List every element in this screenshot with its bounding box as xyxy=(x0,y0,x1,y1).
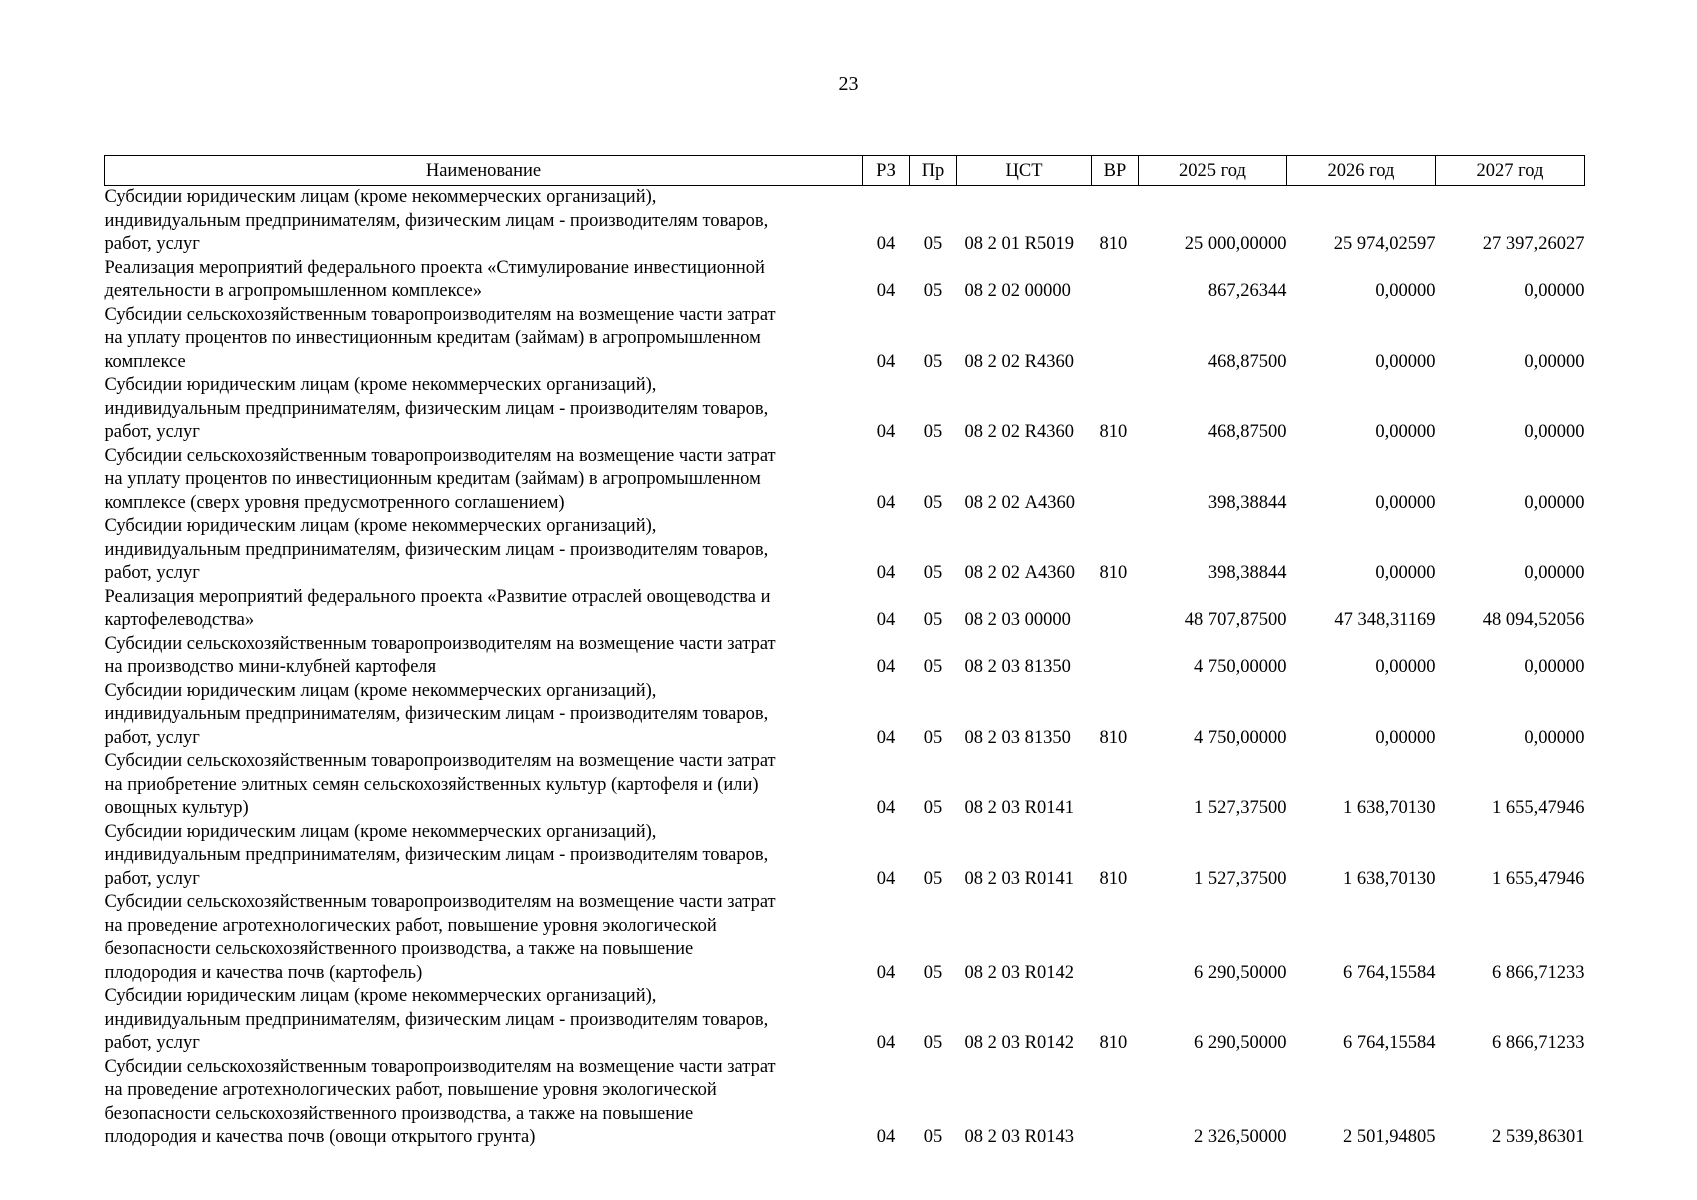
row-value-2025: 4 750,00000 xyxy=(1194,727,1287,748)
row-rz: 04 xyxy=(876,798,896,818)
row-name xyxy=(105,680,863,751)
row-cst: 08 2 03 R0142 xyxy=(964,1033,1074,1053)
row-name-line: безопасности сельскохозяйственного производства, а также на повышение xyxy=(104,939,694,959)
row-name-line: на производство мини-клубней картофеля xyxy=(104,657,437,677)
table-row xyxy=(105,445,1585,516)
row-name-line: Реализация мероприятий федерального проекта «Развитие отраслей овощеводства и xyxy=(104,586,771,607)
row-name xyxy=(105,1056,863,1150)
header-2025: 2025 год xyxy=(1139,156,1287,186)
row-pr: 05 xyxy=(923,657,943,677)
row-value-2025: 6 290,50000 xyxy=(1194,962,1287,983)
table-row xyxy=(105,1056,1585,1150)
row-name-line: комплексе (сверх уровня предусмотренного соглашением) xyxy=(104,492,565,513)
row-value-2027: 0,00000 xyxy=(1524,563,1585,583)
row-name-line: Субсидии юридическим лицам (кроме некоммерческих организаций), xyxy=(104,680,657,701)
row-pr: 05 xyxy=(923,868,943,889)
row-value-2026: 47 348,31169 xyxy=(1334,610,1436,630)
row-value-2027: 1 655,47946 xyxy=(1492,868,1585,889)
row-vr xyxy=(1092,445,1139,516)
row-name-line: работ, услуг xyxy=(104,234,200,254)
row-cst: 08 2 02 00000 xyxy=(964,281,1071,301)
header-2026: 2026 год xyxy=(1287,156,1436,186)
row-value-2026: 0,00000 xyxy=(1375,422,1436,442)
row-pr: 05 xyxy=(923,422,943,442)
row-vr xyxy=(1092,891,1139,985)
row-name-line: Субсидии юридическим лицам (кроме некоммерческих организаций), xyxy=(104,821,657,842)
table-row xyxy=(105,186,1585,257)
row-pr: 05 xyxy=(923,727,943,748)
row-cst: 08 2 02 R4360 xyxy=(964,351,1074,372)
row-value-2027: 1 655,47946 xyxy=(1492,798,1585,818)
row-value-2027: 0,00000 xyxy=(1524,657,1585,677)
row-rz: 04 xyxy=(876,1127,896,1147)
row-name-line: работ, услуг xyxy=(104,563,200,583)
row-name-line: Субсидии юридическим лицам (кроме некоммерческих организаций), xyxy=(104,986,657,1006)
row-rz: 04 xyxy=(876,962,896,983)
row-vr: 810 xyxy=(1099,422,1128,442)
page-number: 23 xyxy=(838,73,859,95)
row-value-2025: 25 000,00000 xyxy=(1184,234,1287,254)
row-value-2027: 48 094,52056 xyxy=(1482,610,1585,630)
row-value-2027: 0,00000 xyxy=(1524,492,1585,513)
row-pr: 05 xyxy=(923,281,943,301)
row-name xyxy=(105,821,863,892)
row-value-2027: 27 397,26027 xyxy=(1482,234,1585,254)
row-value-2025: 48 707,87500 xyxy=(1184,610,1287,630)
row-cst: 08 2 01 R5019 xyxy=(964,234,1074,254)
row-name-line: Субсидии сельскохозяйственным товаропроизводителям на возмещение части затрат xyxy=(104,633,776,654)
table-row xyxy=(105,633,1585,680)
row-value-2026: 2 501,94805 xyxy=(1343,1127,1436,1147)
row-rz: 04 xyxy=(876,657,896,677)
row-value-2026: 0,00000 xyxy=(1375,281,1436,301)
row-vr: 810 xyxy=(1099,868,1128,889)
row-rz: 04 xyxy=(876,610,896,630)
row-value-2027: 0,00000 xyxy=(1524,351,1585,372)
row-name-line: Субсидии юридическим лицам (кроме некоммерческих организаций), xyxy=(104,516,657,536)
row-name xyxy=(105,891,863,985)
row-name-line: Субсидии юридическим лицам (кроме некоммерческих организаций), xyxy=(104,375,657,395)
row-pr: 05 xyxy=(923,962,943,983)
row-pr: 05 xyxy=(923,492,943,513)
row-name xyxy=(105,586,863,633)
row-value-2025: 398,38844 xyxy=(1207,492,1287,513)
table-row xyxy=(105,374,1585,445)
row-name-line: на уплату процентов по инвестиционным кредитам (займам) в агропромышленном xyxy=(104,328,761,348)
row-vr: 810 xyxy=(1099,563,1128,583)
table-row xyxy=(105,750,1585,821)
row-pr: 05 xyxy=(923,351,943,372)
row-name-line: работ, услуг xyxy=(104,1033,200,1053)
row-value-2025: 867,26344 xyxy=(1207,281,1287,301)
row-name-line: деятельности в агропромышленном комплексе» xyxy=(104,281,483,301)
row-name-line: плодородия и качества почв (картофель) xyxy=(104,962,423,983)
row-name-line: на приобретение элитных семян сельскохозяйственных культур (картофеля и (или) xyxy=(104,774,759,795)
row-value-2026: 6 764,15584 xyxy=(1343,1033,1436,1053)
row-cst: 08 2 03 00000 xyxy=(964,610,1071,630)
row-vr: 810 xyxy=(1099,727,1128,748)
row-value-2026: 0,00000 xyxy=(1375,657,1436,677)
row-name xyxy=(105,186,863,257)
table-body xyxy=(105,186,1585,1150)
row-value-2025: 1 527,37500 xyxy=(1194,798,1287,818)
row-value-2027: 6 866,71233 xyxy=(1492,1033,1585,1053)
row-cst: 08 2 02 R4360 xyxy=(964,422,1074,442)
row-rz: 04 xyxy=(876,234,896,254)
row-name-line: индивидуальным предпринимателям, физическим лицам - производителям товаров, xyxy=(104,1009,769,1030)
row-value-2027: 0,00000 xyxy=(1524,422,1585,442)
row-cst: 08 2 03 81350 xyxy=(964,657,1071,677)
budget-table xyxy=(104,155,1585,1150)
row-name xyxy=(105,515,863,586)
row-name-line: овощных культур) xyxy=(104,798,249,818)
table-row xyxy=(105,586,1585,633)
table-row xyxy=(105,515,1585,586)
row-cst: 08 2 03 R0143 xyxy=(964,1127,1074,1147)
row-name-line: Субсидии юридическим лицам (кроме некоммерческих организаций), xyxy=(104,187,657,207)
row-name-line: индивидуальным предпринимателям, физическим лицам - производителям товаров, xyxy=(104,210,769,231)
row-name xyxy=(105,633,863,680)
header-pr: Пр xyxy=(910,156,957,186)
row-vr: 810 xyxy=(1099,234,1128,254)
row-name-line: работ, услуг xyxy=(104,727,200,748)
row-value-2027: 0,00000 xyxy=(1524,727,1585,748)
row-name-line: Субсидии сельскохозяйственным товаропроизводителям на возмещение части затрат xyxy=(104,445,776,466)
row-vr xyxy=(1092,304,1139,375)
row-cst: 08 2 03 81350 xyxy=(964,727,1071,748)
row-name xyxy=(105,374,863,445)
row-value-2027: 2 539,86301 xyxy=(1492,1127,1585,1147)
row-cst: 08 2 03 R0141 xyxy=(964,868,1074,889)
header-name: Наименование xyxy=(105,156,863,186)
header-vr: ВР xyxy=(1092,156,1139,186)
row-value-2026: 0,00000 xyxy=(1375,727,1436,748)
table-row xyxy=(105,304,1585,375)
row-pr: 05 xyxy=(923,234,943,254)
row-name-line: индивидуальным предпринимателям, физическим лицам - производителям товаров, xyxy=(104,845,769,865)
row-cst: 08 2 03 R0142 xyxy=(964,962,1074,983)
row-name-line: Реализация мероприятий федерального проекта «Стимулирование инвестиционной xyxy=(104,257,765,278)
row-name-line: комплексе xyxy=(104,351,186,372)
row-value-2026: 1 638,70130 xyxy=(1343,868,1436,889)
row-pr: 05 xyxy=(923,1127,943,1147)
row-cst: 08 2 02 А4360 xyxy=(964,492,1075,513)
row-name-line: на уплату процентов по инвестиционным кредитам (займам) в агропромышленном xyxy=(104,469,761,489)
row-value-2026: 0,00000 xyxy=(1375,351,1436,372)
row-value-2026: 25 974,02597 xyxy=(1333,234,1436,254)
row-value-2026: 0,00000 xyxy=(1375,563,1436,583)
row-name xyxy=(105,304,863,375)
table-row xyxy=(105,985,1585,1056)
row-name xyxy=(105,750,863,821)
row-vr: 810 xyxy=(1099,1033,1128,1053)
row-rz: 04 xyxy=(876,351,896,372)
row-value-2026: 0,00000 xyxy=(1375,492,1436,513)
row-value-2025: 468,87500 xyxy=(1207,351,1287,372)
row-name-line: индивидуальным предпринимателям, физическим лицам - производителям товаров, xyxy=(104,398,769,419)
row-name-line: безопасности сельскохозяйственного производства, а также на повышение xyxy=(104,1103,694,1124)
row-name-line: картофелеводства» xyxy=(104,610,255,630)
table-row xyxy=(105,821,1585,892)
row-vr xyxy=(1092,586,1139,633)
row-rz: 04 xyxy=(876,422,896,442)
row-vr xyxy=(1092,257,1139,304)
row-name-line: индивидуальным предпринимателям, физическим лицам - производителям товаров, xyxy=(104,539,769,560)
row-name-line: работ, услуг xyxy=(104,868,200,889)
row-rz: 04 xyxy=(876,281,896,301)
row-value-2027: 6 866,71233 xyxy=(1492,962,1585,983)
row-value-2025: 4 750,00000 xyxy=(1194,657,1287,677)
row-pr: 05 xyxy=(923,1033,943,1053)
row-value-2025: 398,38844 xyxy=(1207,563,1287,583)
table-row xyxy=(105,257,1585,304)
row-rz: 04 xyxy=(876,868,896,889)
row-pr: 05 xyxy=(923,798,943,818)
row-value-2025: 1 527,37500 xyxy=(1194,868,1287,889)
row-value-2025: 6 290,50000 xyxy=(1194,1033,1287,1053)
row-rz: 04 xyxy=(876,727,896,748)
row-value-2026: 6 764,15584 xyxy=(1343,962,1436,983)
row-rz: 04 xyxy=(876,1033,896,1053)
row-value-2027: 0,00000 xyxy=(1524,281,1585,301)
table-header-row xyxy=(105,156,1585,186)
row-name-line: Субсидии сельскохозяйственным товаропроизводителям на возмещение части затрат xyxy=(104,751,776,771)
row-cst: 08 2 03 R0141 xyxy=(964,798,1074,818)
row-name xyxy=(105,985,863,1056)
row-value-2026: 1 638,70130 xyxy=(1343,798,1436,818)
row-pr: 05 xyxy=(923,610,943,630)
row-name xyxy=(105,445,863,516)
row-name-line: Субсидии сельскохозяйственным товаропроизводителям на возмещение части затрат xyxy=(104,1056,776,1077)
row-pr: 05 xyxy=(923,563,943,583)
row-name-line: работ, услуг xyxy=(104,422,200,442)
header-rz: РЗ xyxy=(863,156,910,186)
row-vr xyxy=(1092,750,1139,821)
row-vr xyxy=(1092,633,1139,680)
row-vr xyxy=(1092,1056,1139,1150)
row-name-line: Субсидии сельскохозяйственным товаропроизводителям на возмещение части затрат xyxy=(104,304,776,325)
row-name-line: на проведение агротехнологических работ, повышение уровня экологической xyxy=(104,1080,717,1100)
header-cst: ЦСТ xyxy=(957,156,1092,186)
row-cst: 08 2 02 А4360 xyxy=(964,563,1075,583)
header-2027: 2027 год xyxy=(1436,156,1585,186)
table-row xyxy=(105,891,1585,985)
row-name-line: Субсидии сельскохозяйственным товаропроизводителям на возмещение части затрат xyxy=(104,892,776,912)
row-value-2025: 468,87500 xyxy=(1207,422,1287,442)
row-name xyxy=(105,257,863,304)
row-name-line: плодородия и качества почв (овощи открытого грунта) xyxy=(104,1127,536,1147)
table-row xyxy=(105,680,1585,751)
row-rz: 04 xyxy=(876,492,896,513)
row-rz: 04 xyxy=(876,563,896,583)
row-value-2025: 2 326,50000 xyxy=(1194,1127,1287,1147)
row-name-line: на проведение агротехнологических работ, повышение уровня экологической xyxy=(104,915,717,936)
row-name-line: индивидуальным предпринимателям, физическим лицам - производителям товаров, xyxy=(104,704,769,724)
